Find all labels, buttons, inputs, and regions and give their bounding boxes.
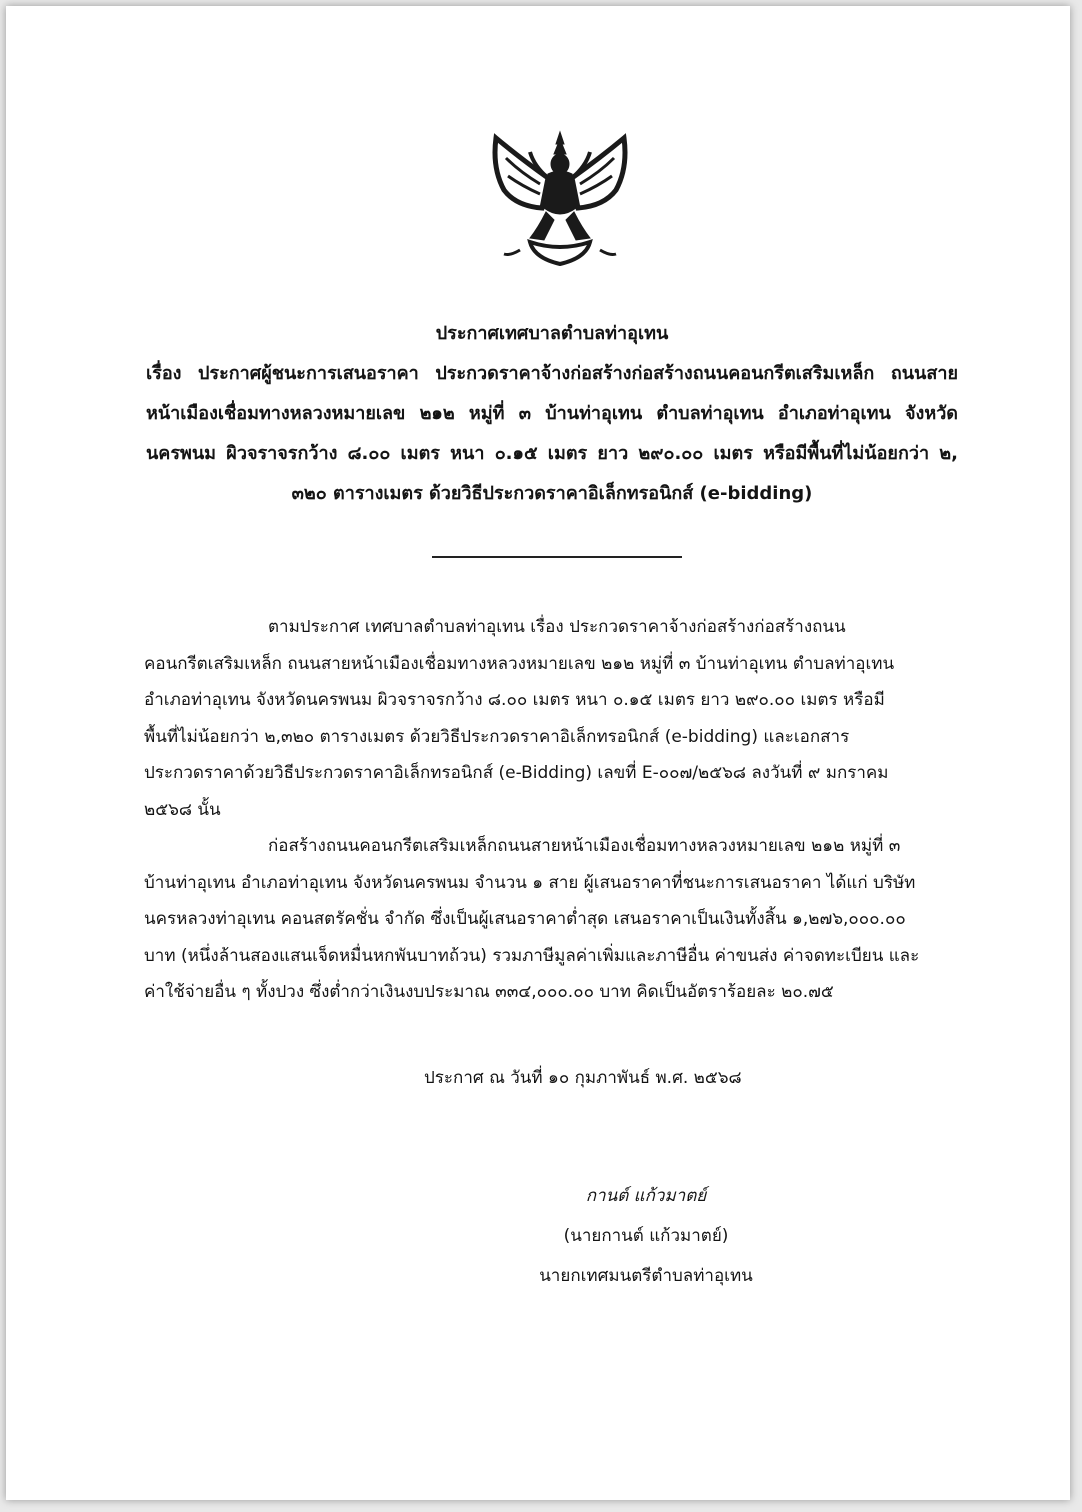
body-text	[144, 609, 964, 1011]
signature-block	[506, 1176, 786, 1296]
subject-line-4: ๓๒๐ ตารางเมตร ด้วยวิธีประกวดราคาอิเล็กทรอนิกส์ (e-bidding)	[291, 483, 813, 504]
paragraph-2-line-4: บาท (หนึ่งล้านสองแสนเจ็ดหมื่นหกพันบาทถ้วน) รวมภาษีมูลค่าเพิ่มและภาษีอื่น ค่าขนส่ง ค่าจดทะเบียน และ	[144, 945, 920, 966]
paragraph-1-line-1: ตามประกาศ เทศบาลตำบลท่าอุเทน เรื่อง ประกวดราคาจ้างก่อสร้างก่อสร้างถนน	[268, 617, 846, 637]
paragraph-2-line-2: บ้านท่าอุเทน อำเภอท่าอุเทน จังหวัดนครพนม จำนวน ๑ สาย ผู้เสนอราคาที่ชนะการเสนอราคา ได้แก่ บริษัท	[144, 872, 916, 893]
title-divider	[432, 556, 682, 558]
paragraph-1-line-5: ประกวดราคาด้วยวิธีประกวดราคาอิเล็กทรอนิกส์ (e-Bidding) เลขที่ E-๐๐๗/๒๕๖๘ ลงวันที่ ๙ มกราคม	[144, 763, 889, 783]
subject-line-1: เรื่อง ประกาศผู้ชนะการเสนอราคา ประกวดราคาจ้างก่อสร้างก่อสร้างถนนคอนกรีตเสริมเหล็ก ถนนสาย	[146, 363, 958, 384]
signature-name: (นายกานต์ แก้วมาตย์)	[563, 1226, 729, 1246]
paragraph-1-line-3: อำเภอท่าอุเทน จังหวัดนครพนม ผิวจราจรกว้าง ๘.๐๐ เมตร หนา ๐.๑๕ เมตร ยาว ๒๙๐.๐๐ เมตร หรือมี	[144, 690, 885, 710]
paragraph-1-line-6: ๒๕๖๘ นั้น	[144, 799, 221, 820]
paragraph-2-line-1: ก่อสร้างถนนคอนกรีตเสริมเหล็กถนนสายหน้าเมืองเชื่อมทางหลวงหมายเลข ๒๑๒ หมู่ที่ ๓	[268, 836, 901, 856]
title-block	[146, 314, 958, 514]
subject-line-3: นครพนม ผิวจราจรกว้าง ๘.๐๐ เมตร หนา ๐.๑๕ เมตร ยาว ๒๙๐.๐๐ เมตร หรือมีพื้นที่ไม่น้อยกว่า ๒,	[146, 443, 958, 464]
paragraph-2-line-5: ค่าใช้จ่ายอื่น ๆ ทั้งปวง ซึ่งต่ำกว่าเงินงบประมาณ ๓๓๔,๐๐๐.๐๐ บาท คิดเป็นอัตราร้อยละ ๒๐.๗๕	[144, 982, 834, 1002]
signature-handwritten: กานต์ แก้วมาตย์	[585, 1186, 707, 1206]
paragraph-2-line-3: นครหลวงท่าอุเทน คอนสตรัคชั่น จำกัด ซึ่งเป็นผู้เสนอราคาต่ำสุด เสนอราคาเป็นเงินทั้งสิ้น ๑,๒๗๖,๐๐๐.๐๐	[144, 909, 906, 929]
document-page	[6, 6, 1070, 1500]
document-header: ประกาศเทศบาลตำบลท่าอุเทน	[435, 323, 669, 344]
paragraph-1-line-4: พื้นที่ไม่น้อยกว่า ๒,๓๒๐ ตารางเมตร ด้วยวิธีประกวดราคาอิเล็กทรอนิกส์ (e-bidding) และเอกสาร	[144, 726, 850, 747]
signature-title: นายกเทศมนตรีตำบลท่าอุเทน	[539, 1266, 753, 1286]
paragraph-1-line-2: คอนกรีตเสริมเหล็ก ถนนสายหน้าเมืองเชื่อมทางหลวงหมายเลข ๒๑๒ หมู่ที่ ๓ บ้านท่าอุเทน ตำบลท่าอุเทน	[144, 653, 895, 674]
announce-date: ประกาศ ณ วันที่ ๑๐ กุมภาพันธ์ พ.ศ. ๒๕๖๘	[424, 1068, 742, 1088]
garuda-emblem-icon	[490, 128, 630, 268]
subject-line-2: หน้าเมืองเชื่อมทางหลวงหมายเลข ๒๑๒ หมู่ที่ ๓ บ้านท่าอุเทน ตำบลท่าอุเทน อำเภอท่าอุเทน จังหวัด	[146, 403, 958, 424]
